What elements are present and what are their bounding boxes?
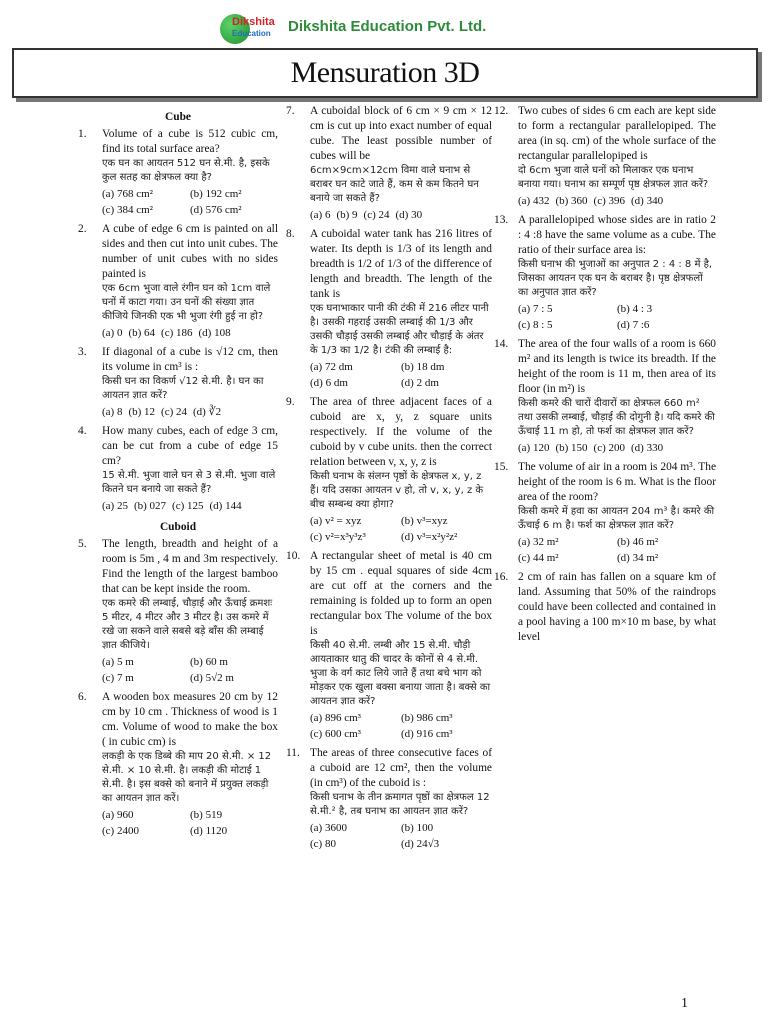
question-item: [494, 213, 716, 333]
answer-option: (d) 108: [198, 327, 231, 339]
answer-option: (b) v³=xyz: [401, 515, 448, 527]
answer-option: (b) 192 cm²: [190, 188, 242, 200]
question-text-hindi: किसी कमरे की चारों दीवारों का क्षेत्रफल 660 m² तथा उसकी लम्बाई, चौड़ाई की दोगुनी है। यदि कमरे की ऊँचाई 11 m हो, तो फर्श का क्षेत्रफल ज्ञात करें?: [518, 398, 715, 437]
answer-options: [518, 302, 716, 333]
answer-option: (d) 1120: [190, 825, 228, 837]
question-number: 14.: [494, 338, 509, 350]
question-list: [78, 127, 278, 514]
answer-option: (d) 5√2 m: [190, 672, 234, 684]
column-2: [286, 104, 492, 856]
answer-options: [102, 326, 278, 341]
answer-option: (c) 384 cm²: [102, 204, 153, 216]
header: [0, 12, 768, 46]
question-number: 16.: [494, 571, 509, 583]
answer-option: (b) 9: [336, 209, 358, 221]
question-item: [286, 227, 492, 391]
answer-option: (a) 120: [518, 442, 550, 454]
question-text-hindi: किसी 40 से.मी. लम्बी और 15 से.मी. चौड़ी आयताकार धातु की चादर के कोनों से 4 से.मी. भुजा के वर्ग काट लिये जाते हैं तथा बचे भाग को मोड़कर एक खुला बक्सा बनाया जाता है। बक्से का आयतन ज्ञात करें?: [310, 640, 491, 707]
answer-option: (d) 916 cm³: [401, 728, 453, 740]
question-number: 9.: [286, 396, 295, 408]
question-item: [494, 337, 716, 456]
question-number: 1.: [78, 128, 87, 140]
logo-subtext: Education: [232, 29, 271, 38]
answer-option: (c) 2400: [102, 825, 139, 837]
question-item: [78, 690, 278, 839]
answer-options: [102, 655, 278, 686]
answer-options: [518, 535, 716, 566]
answer-option: (b) 60 m: [190, 656, 228, 668]
question-text-hindi: किसी कमरे में हवा का आयतन 204 m³ है। कमरे की ऊँचाई 6 m है। फर्श का क्षेत्रफल ज्ञात करें?: [518, 506, 715, 531]
answer-option: (d) 144: [209, 500, 242, 512]
question-text-hindi: एक घनाभाकार पानी की टंकी में 216 लीटर पानी है। उसकी गहराई उसकी लम्बाई की 1/3 और उसकी चौड़ाई उसकी लम्बाई और चौड़ाई के अंतर के 1/3 का 1/2 है। टंकी की लम्बाई है:: [310, 303, 489, 356]
question-text-hindi: किसी घनाभ के तीन क्रमागत पृष्ठों का क्षेत्रफल 12 से.मी.² है, तब घनाभ का आयतन ज्ञात करें?: [310, 792, 490, 817]
answer-options: [102, 405, 278, 420]
question-number: 8.: [286, 228, 295, 240]
question-number: 4.: [78, 425, 87, 437]
answer-option: (c) v²=x³y³z³: [310, 531, 366, 543]
question-text-english: The area of the four walls of a room is 660 m² and its length is twice its breadth. If the height of the room is 11 m, then area of its floor (in m²) is: [518, 338, 716, 395]
question-text-english: A cuboidal block of 6 cm × 9 cm × 12 cm is cut up into exact number of equal cube. The least possible number of cubes will be: [310, 105, 492, 162]
answer-option: (a) 432: [518, 195, 550, 207]
answer-option: (a) 7 : 5: [518, 303, 553, 315]
question-item: [78, 127, 278, 218]
question-text-hindi: एक 6cm भुजा वाले रंगीन घन को 1cm वाले घनों में काटा गया। उन घनों की संख्या ज्ञात कीजिये जिनकी एक भी भुजा रंगी हुई ना हो?: [102, 283, 271, 322]
question-text-hindi: किसी घनाभ की भुजाओं का अनुपात 2 : 4 : 8 में है, जिसका आयतन एक घन के बराबर है। पृष्ठ क्षेत्रफलों का अनुपात ज्ञात करें?: [518, 259, 713, 298]
answer-option: (d) 24√3: [401, 838, 440, 850]
question-text-english: A parallelopiped whose sides are in ratio 2 : 4 :8 have the same volume as a cube. The ratio of their surface area is:: [518, 214, 716, 256]
answer-option: (c) 600 cm³: [310, 728, 361, 740]
answer-option: (c) 186: [161, 327, 193, 339]
question-number: 11.: [286, 747, 300, 759]
question-item: [286, 104, 492, 223]
question-item: [78, 222, 278, 341]
answer-option: (c) 7 m: [102, 672, 134, 684]
answer-options: [518, 194, 716, 209]
answer-option: (a) 3600: [310, 822, 347, 834]
answer-option: (a) 6: [310, 209, 331, 221]
answer-option: (c) 396: [593, 195, 626, 207]
question-text-hindi: एक कमरे की लम्बाई, चौड़ाई और ऊँचाई क्रमशः 5 मीटर, 4 मीटर और 3 मीटर है। उस कमरे में रखे जा सकने वाले सबसे बड़े बाँस की लम्बाई ज्ञात कीजिये।: [102, 598, 273, 651]
page-number: 1: [681, 996, 688, 1011]
answer-option: (c) 80: [310, 838, 336, 850]
answer-option: (b) 027: [133, 500, 167, 512]
answer-option: (c) 125: [172, 500, 204, 512]
answer-option: (a) 5 m: [102, 656, 134, 668]
column-3: [494, 104, 716, 649]
answer-option: (b) 519: [190, 809, 223, 821]
question-text-english: A cuboidal water tank has 216 litres of water. Its depth is 1/3 of its length and breadth is 1/2 of 1/3 of the difference of length and breadth. The length of the tank is: [310, 228, 492, 300]
question-text-english: Volume of a cube is 512 cubic cm, find its total surface area?: [102, 128, 278, 155]
question-list: [78, 537, 278, 839]
question-text-english: 2 cm of rain has fallen on a square km of land. Assuming that 50% of the raindrops could have been collected and contained in a pool having a 100 m×10 m base, by what level: [518, 571, 716, 643]
question-number: 2.: [78, 223, 87, 235]
answer-options: [310, 208, 492, 223]
answer-option: (c) 44 m²: [518, 552, 559, 564]
page-title: Mensuration 3D: [12, 48, 758, 98]
question-item: [78, 537, 278, 686]
answer-options: [518, 441, 716, 456]
answer-option: (c) 24: [161, 406, 188, 418]
section-heading-cuboid: Cuboid: [159, 521, 197, 533]
question-item: [494, 570, 716, 645]
answer-option: (a) 8: [102, 406, 123, 418]
question-list: [286, 104, 492, 852]
question-text-hindi: किसी घनाभ के संलग्न पृष्ठों के क्षेत्रफल x, y, z हैं। यदि उसका आयतन v हो, तो v, x, y, z के बीच सम्बन्ध क्या होगा?: [310, 471, 484, 510]
answer-option: (b) 18 dm: [401, 361, 445, 373]
question-text-english: If diagonal of a cube is √12 cm, then its volume in cm³ is :: [102, 346, 278, 373]
answer-options: [310, 711, 492, 742]
question-number: 6.: [78, 691, 87, 703]
answer-option: (a) 25: [102, 500, 128, 512]
question-text-english: A wooden box measures 20 cm by 12 cm by 10 cm . Thickness of wood is 1 cm. Volume of wood to make the box ( in cubic cm) is: [102, 691, 278, 748]
answer-option: (b) 4 : 3: [617, 303, 653, 315]
dikshita-logo: [220, 14, 276, 44]
answer-option: (d) 576 cm²: [190, 204, 242, 216]
question-text-english: The length, breadth and height of a room is 5m , 4 m and 3m respectively. Find the length of the largest bamboo that can be kept inside the room.: [102, 538, 278, 595]
question-number: 7.: [286, 105, 295, 117]
answer-option: (b) 100: [401, 822, 434, 834]
question-item: [286, 549, 492, 742]
answer-option: (d) 30: [395, 209, 423, 221]
question-text-hindi: लकड़ी के एक डिब्बे की माप 20 से.मी. × 12 से.मी. × 10 से.मी. है। लकड़ी की मोटाई 1 से.मी. है। इस बक्से को बनाने में प्रयुक्त लकड़ी का आयतन ज्ञात करें।: [102, 751, 272, 804]
question-number: 3.: [78, 346, 87, 358]
question-item: [78, 345, 278, 420]
question-item: [78, 424, 278, 514]
answer-option: (a) 32 m²: [518, 536, 559, 548]
question-text-english: How many cubes, each of edge 3 cm, can be cut from a cube of edge 15 cm?: [102, 425, 278, 467]
answer-option: (a) 0: [102, 327, 123, 339]
answer-option: (a) 960: [102, 809, 134, 821]
question-text-hindi: 15 से.मी. भुजा वाले घन से 3 से.मी. भुजा वाले कितने घन बनाये जा सकते हैं?: [102, 470, 276, 495]
answer-options: [310, 514, 492, 545]
question-number: 15.: [494, 461, 509, 473]
answer-option: (a) 768 cm²: [102, 188, 153, 200]
question-text-hindi: एक घन का आयतन 512 घन से.मी. है, इसके कुल सतह का क्षेत्रफल क्या है?: [102, 158, 270, 183]
question-text-hindi: दो 6cm भुजा वाले घनों को मिलाकर एक घनाभ बनाया गया। घनाभ का सम्पूर्ण पृष्ठ क्षेत्रफल ज्ञात करें?: [518, 165, 709, 190]
answer-options: [102, 187, 278, 218]
question-item: [494, 104, 716, 209]
answer-options: [102, 808, 278, 839]
question-text-hindi: किसी घन का विकर्ण √12 से.मी. है। घन का आयतन ज्ञात करें?: [102, 376, 264, 401]
answer-options: [102, 499, 278, 514]
answer-option: (b) 986 cm³: [401, 712, 453, 724]
answer-option: (b) 46 m²: [617, 536, 659, 548]
answer-option: (c) 24: [363, 209, 390, 221]
answer-option: (a) v² = xyz: [310, 515, 362, 527]
answer-option: (a) 896 cm³: [310, 712, 361, 724]
answer-option: (b) 64: [128, 327, 156, 339]
answer-option: (b) 360: [555, 195, 588, 207]
answer-option: (a) 72 dm: [310, 361, 353, 373]
answer-option: (d) 340: [631, 195, 664, 207]
logo-text: Dikshita: [232, 16, 275, 28]
question-text-english: Two cubes of sides 6 cm each are kept side to form a rectangular parallelopiped. The area (in sq. cm) of the whole surface of the rectangular parallelopiped is: [518, 105, 716, 162]
question-item: [286, 395, 492, 545]
question-text-english: A cube of edge 6 cm is painted on all sides and then cut into unit cubes. The number of unit cubes with no sides painted is: [102, 223, 278, 280]
answer-option: (b) 150: [555, 442, 588, 454]
answer-options: [310, 821, 492, 852]
question-number: 13.: [494, 214, 509, 226]
answer-option: (c) 8 : 5: [518, 319, 553, 331]
section-heading-cube: Cube: [165, 111, 191, 123]
question-list: [494, 104, 716, 645]
question-text-english: A rectangular sheet of metal is 40 cm by 15 cm . equal squares of side 4cm are cut off at the corners and the remaining is folded up to form an open rectangular box The volume of the box is: [310, 550, 492, 637]
answer-option: (d) v³=x²y²z²: [401, 531, 458, 543]
answer-option: (d) 2 dm: [401, 377, 439, 389]
question-text-english: The areas of three consecutive faces of a cuboid are 12 cm², then the volume (in cm³) of the cuboid is :: [310, 747, 492, 789]
question-item: [286, 746, 492, 852]
question-text-hindi: 6cm×9cm×12cm विमा वाले घनाभ से बराबर घन काटे जाते हैं, कम से कम कितने घन बनाये जा सकते हैं?: [310, 165, 479, 204]
question-item: [494, 460, 716, 566]
answer-option: (d) ∛2: [193, 406, 222, 418]
answer-option: (d) 34 m²: [617, 552, 659, 564]
question-text-english: The area of three adjacent faces of a cuboid are x, y, z square units respectively. If the volume of the cuboid by v cube units. then the correct relation between v, x, y, z is: [310, 396, 492, 468]
column-1: [78, 104, 278, 843]
question-number: 10.: [286, 550, 301, 562]
answer-option: (c) 200: [593, 442, 626, 454]
answer-option: (b) 12: [128, 406, 156, 418]
answer-options: [310, 360, 492, 391]
question-number: 5.: [78, 538, 87, 550]
company-name: Dikshita Education Pvt. Ltd.: [288, 18, 487, 35]
question-number: 12.: [494, 105, 509, 117]
answer-option: (d) 7 :6: [617, 319, 650, 331]
answer-option: (d) 330: [631, 442, 664, 454]
question-text-english: The volume of air in a room is 204 m³. The height of the room is 6 m. What is the floor area of the room?: [518, 461, 716, 503]
answer-option: (d) 6 dm: [310, 377, 348, 389]
